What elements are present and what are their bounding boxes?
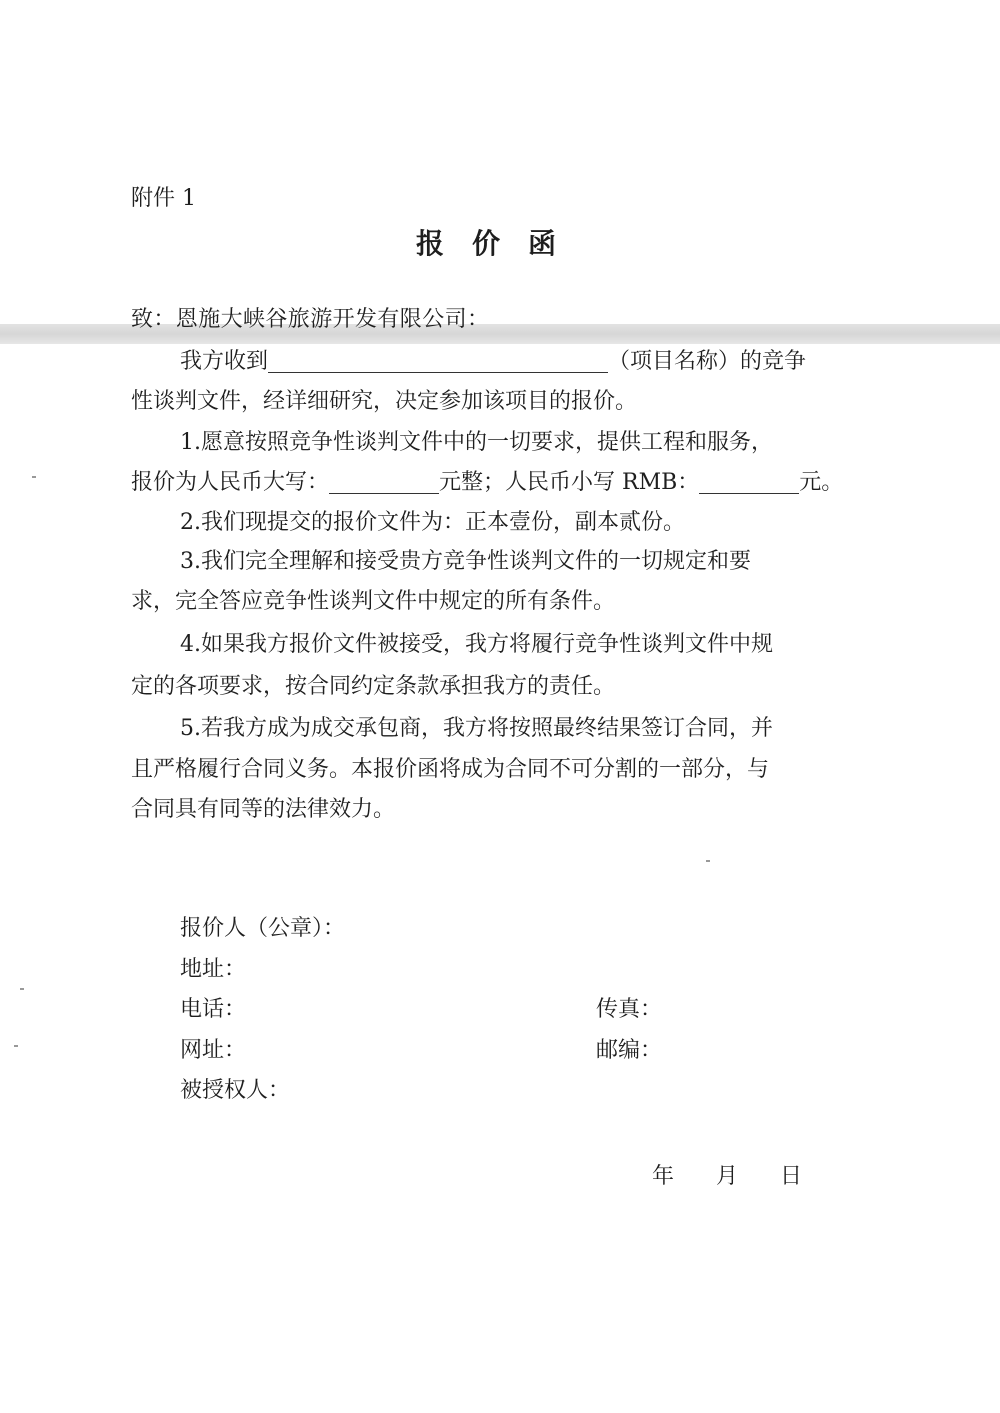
scan-speck	[20, 988, 24, 990]
bidder-seal-label: 报价人（公章）：	[180, 916, 346, 941]
price-unit: 元。	[799, 470, 844, 495]
price-lower-label: 元整；人民币小写 RMB：	[439, 470, 700, 495]
price-lower-blank[interactable]	[699, 471, 799, 494]
intro-text-2: （项目名称）的竞争	[608, 349, 807, 374]
date-year-label: 年	[652, 1164, 675, 1189]
clause-5-line-2: 且严格履行合同义务。本报价函将成为合同不可分割的一部分，与	[131, 757, 770, 782]
price-upper-label: 报价为人民币大写：	[131, 470, 330, 495]
project-name-blank[interactable]	[268, 350, 608, 373]
clause-4-line-2: 定的各项要求，按合同约定条款承担我方的责任。	[131, 674, 616, 699]
clause-5-line-3: 合同具有同等的法律效力。	[131, 797, 396, 822]
clause-5-line-1: 5.若我方成为成交承包商，我方将按照最终结果签订合同，并	[180, 716, 773, 741]
intro-line-1	[180, 350, 806, 373]
scan-speck	[706, 860, 710, 862]
clause-2: 2.我们现提交的报价文件为：正本壹份，副本贰份。	[180, 510, 685, 535]
clause-1-line-2	[131, 471, 843, 494]
intro-text-1: 我方收到	[180, 349, 269, 374]
date-day-label: 日	[780, 1164, 803, 1189]
intro-line-2: 性谈判文件，经详细研究，决定参加该项目的报价。	[131, 389, 638, 414]
phone-label: 电话：	[180, 997, 247, 1022]
scan-speck	[32, 476, 36, 478]
address-label: 地址：	[180, 957, 247, 982]
page-title: 报价函	[415, 227, 584, 260]
clause-3-line-1: 3.我们完全理解和接受贵方竞争性谈判文件的一切规定和要	[180, 549, 751, 574]
price-upper-blank[interactable]	[329, 471, 439, 494]
scan-speck	[14, 1045, 18, 1047]
authorized-person-label: 被授权人：	[180, 1078, 291, 1103]
clause-1-line-1: 1.愿意按照竞争性谈判文件中的一切要求，提供工程和服务，	[180, 430, 773, 455]
website-label: 网址：	[180, 1038, 247, 1063]
postcode-label: 邮编：	[596, 1038, 663, 1063]
clause-4-line-1: 4.如果我方报价文件被接受，我方将履行竞争性谈判文件中规	[180, 632, 773, 657]
attachment-label: 附件 1	[131, 186, 196, 211]
date-month-label: 月	[716, 1164, 739, 1189]
recipient-line: 致：恩施大峡谷旅游开发有限公司：	[131, 307, 490, 332]
clause-3-line-2: 求，完全答应竞争性谈判文件中规定的所有条件。	[131, 589, 616, 614]
fax-label: 传真：	[596, 997, 663, 1022]
